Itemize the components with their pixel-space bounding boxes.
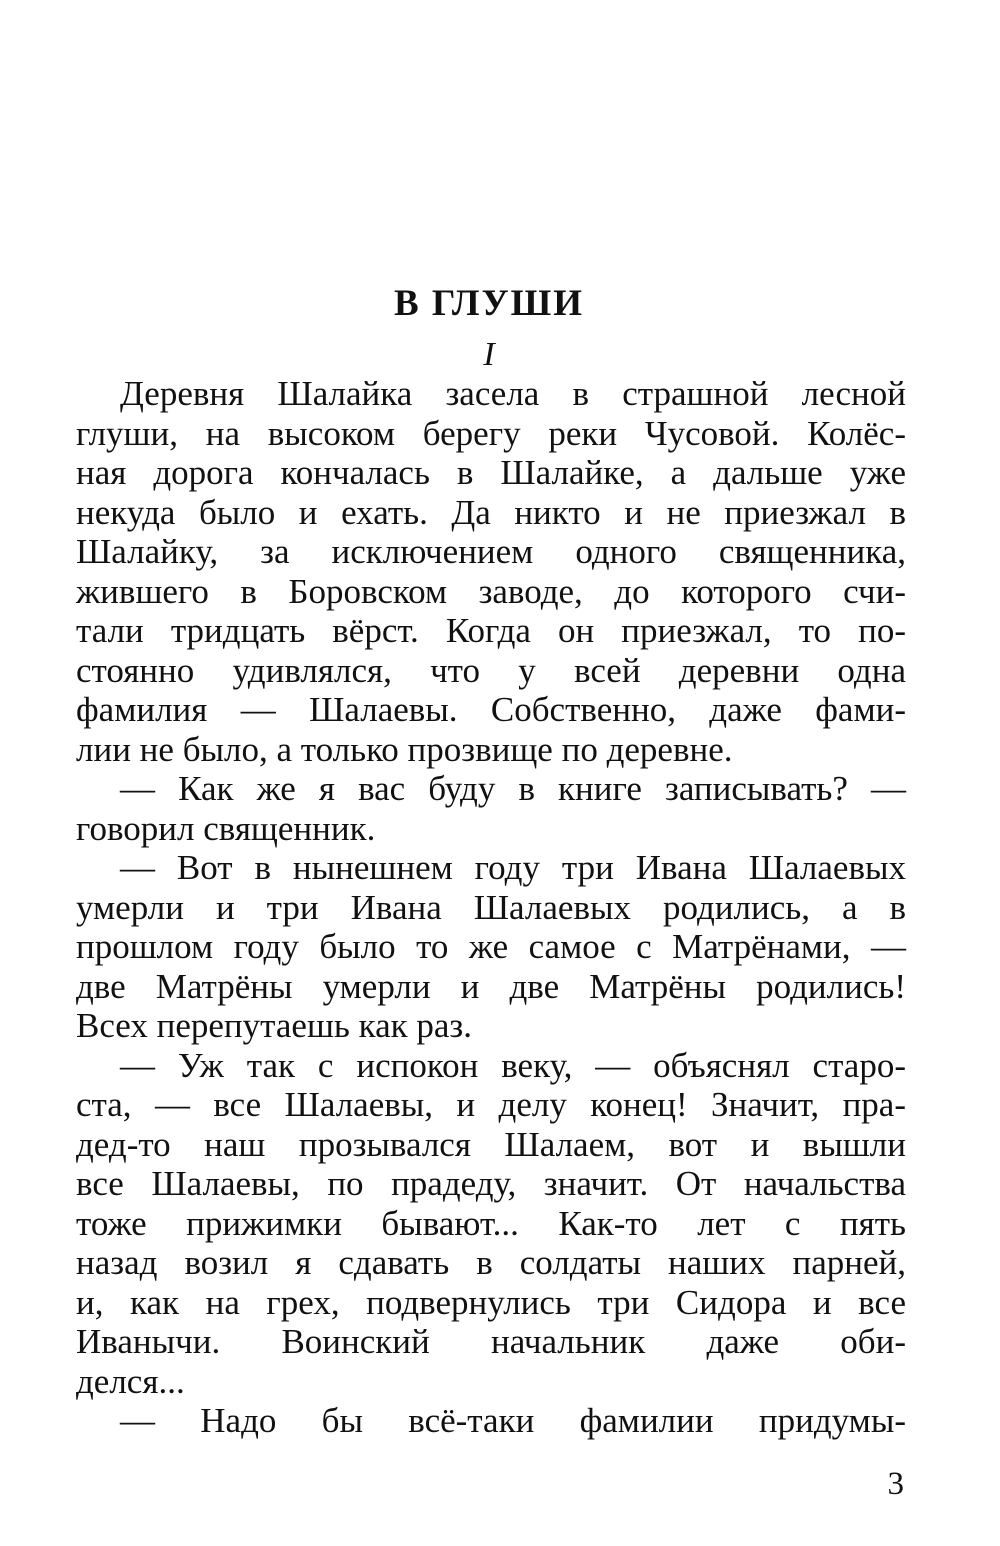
text-line: — Уж так с испокон веку, — объяснял старо- <box>120 1045 906 1085</box>
text-line: стоянно удивлялся, что у всей деревни одна <box>76 650 906 690</box>
text-line: фамилия — Шалаевы. Собственно, даже фами- <box>76 690 906 729</box>
text-line: все Шалаевы, по прадеду, значит. От начальства <box>76 1164 906 1203</box>
text-line: Деревня Шалайка засела в страшной лесной <box>120 374 906 413</box>
text-line: делся... <box>76 1361 185 1401</box>
text-line: — Как же я вас буду в книге записывать? — <box>120 769 906 808</box>
text-line: две Матрёны умерли и две Матрёны родились! <box>76 966 906 1006</box>
text-line: лии не было, а только прозвище по деревне. <box>76 729 733 769</box>
text-line: назад возил я сдавать в солдаты наших парней, <box>76 1243 906 1282</box>
text-line: тали тридцать вёрст. Когда он приезжал, то по- <box>76 611 906 650</box>
text-line: ная дорога кончалась в Шалайке, а дальше уже <box>76 453 906 492</box>
text-line: прошлом году было то же самое с Матрёнами, — <box>76 927 906 966</box>
text-line: ста, — все Шалаевы, и делу конец! Значит, пра- <box>76 1085 906 1124</box>
story-title: В ГЛУШИ <box>393 283 585 324</box>
text-line: Всех перепутаешь как раз. <box>76 1006 472 1045</box>
text-line: тоже прижимки бывают... Как-то лет с пять <box>76 1203 906 1243</box>
text-line: дед-то наш прозывался Шалаем, вот и вышли <box>76 1124 906 1164</box>
chapter-number: I <box>483 336 495 373</box>
text-line: жившего в Боровском заводе, до которого счи- <box>76 571 906 611</box>
text-line: — Вот в нынешнем году три Ивана Шалаевых <box>120 848 906 887</box>
text-line: Иванычи. Воинский начальник даже оби- <box>76 1322 906 1361</box>
body-text <box>76 374 906 1441</box>
text-line: некуда было и ехать. Да никто и не приезжал в <box>76 492 906 532</box>
text-line: говорил священник. <box>76 808 376 848</box>
text-line: — Надо бы всё-таки фамилии придумы- <box>120 1401 906 1440</box>
text-line: Шалайку, за исключением одного священника, <box>76 532 906 571</box>
text-line: умерли и три Ивана Шалаевых родились, а в <box>76 887 906 927</box>
text-line: и, как на грех, подвернулись три Сидора и все <box>76 1282 906 1322</box>
text-line: глуши, на высоком берегу реки Чусовой. Колёс- <box>76 413 906 453</box>
page-number: 3 <box>887 1466 904 1502</box>
